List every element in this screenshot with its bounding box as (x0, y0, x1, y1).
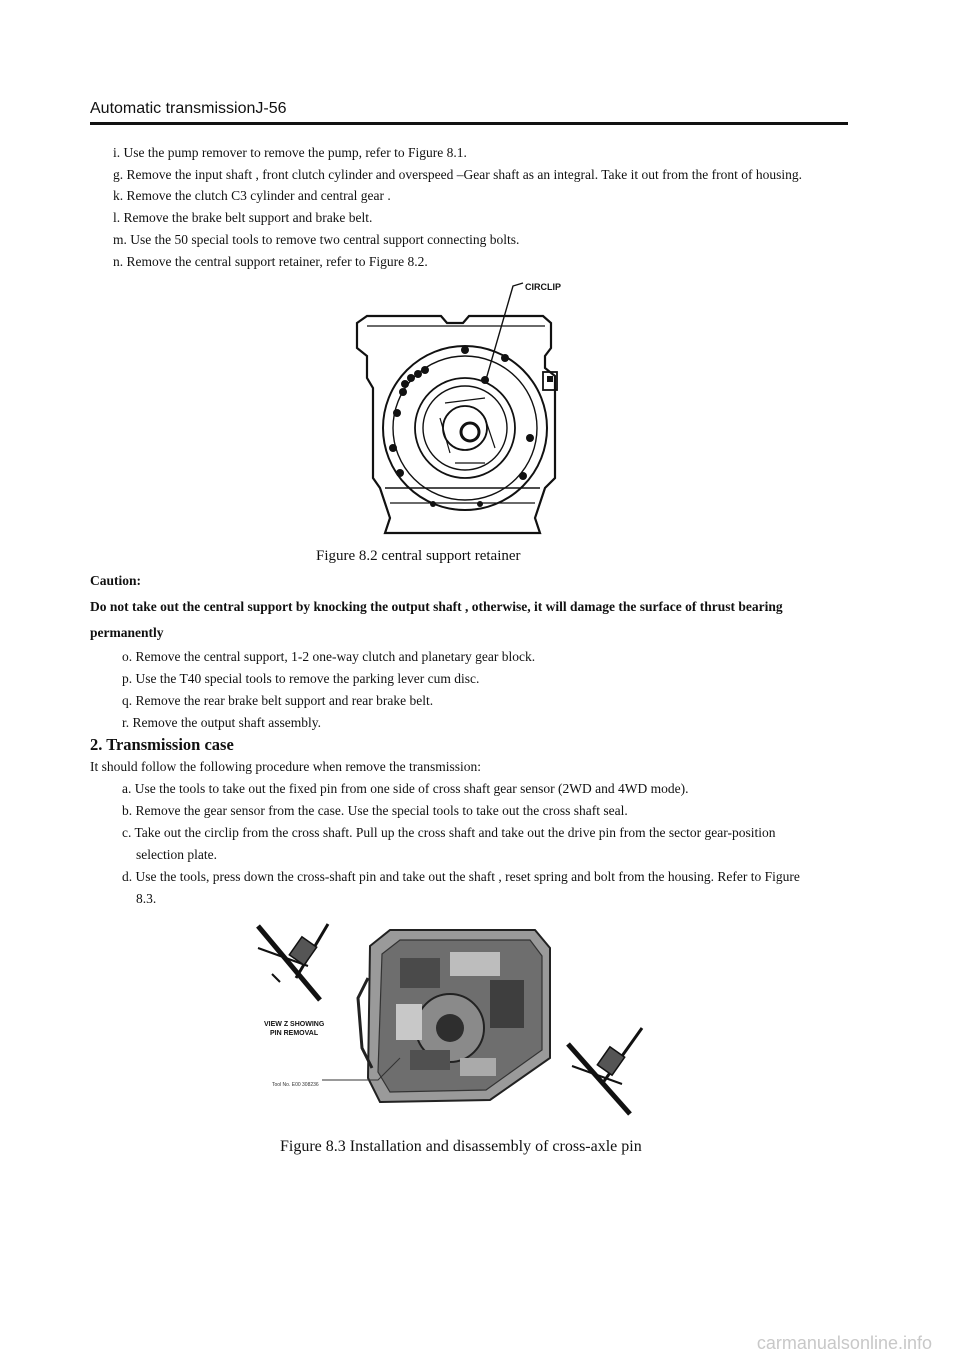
step-o: o. Remove the central support, 1-2 one-way clutch and planetary gear block. (122, 649, 536, 664)
step-b: b. Remove the gear sensor from the case. Use the special tools to take out the cross shaft seal. (122, 803, 628, 818)
step-d: d. Use the tools, press down the cross-shaft pin and take out the shaft , reset spring and bolt from the housing. Refer to Figure (122, 869, 800, 884)
step-d-cont: 8.3. (136, 891, 157, 906)
step-p: p. Use the T40 special tools to remove the parking lever cum disc. (122, 671, 480, 686)
figure-8-3-caption: Figure 8.3 Installation and disassembly of cross-axle pin (280, 1138, 642, 1155)
pin-removal-label: PIN REMOVAL (270, 1030, 319, 1037)
tool-number-label: Tool No. E00 308236 (272, 1082, 319, 1088)
step-l: l. Remove the brake belt support and brake belt. (113, 210, 373, 225)
figure-8-2-caption: Figure 8.2 central support retainer (316, 548, 521, 564)
step-r: r. Remove the output shaft assembly. (122, 715, 321, 730)
step-i: i. Use the pump remover to remove the pump, refer to Figure 8.1. (113, 145, 467, 160)
step-c: c. Take out the circlip from the cross shaft. Pull up the cross shaft and take out the drive pin from the sector gear-position (122, 825, 776, 840)
step-g: g. Remove the input shaft , front clutch cylinder and overspeed –Gear shaft as an integral. Take it out from the front of housing. (113, 167, 802, 182)
step-m: m. Use the 50 special tools to remove two central support connecting bolts. (113, 232, 520, 247)
caution-text: Do not take out the central support by knocking the output shaft , otherwise, it will damage the surface of thrust bearing (90, 599, 783, 614)
figure-8-3-cross-axle-pin-photo (250, 918, 650, 1118)
step-k: k. Remove the clutch C3 cylinder and central gear . (113, 188, 391, 203)
figure-8-2-central-support-diagram (345, 278, 595, 540)
caution-title: Caution: (90, 573, 142, 588)
step-n: n. Remove the central support retainer, refer to Figure 8.2. (113, 254, 428, 269)
watermark: carmanualsonline.info (756, 1333, 932, 1353)
step-c-cont: selection plate. (136, 847, 217, 862)
section-intro: It should follow the following procedure when remove the transmission: (90, 759, 482, 774)
step-q: q. Remove the rear brake belt support and rear brake belt. (122, 693, 434, 708)
header-title: Automatic transmissionJ-56 (90, 100, 287, 117)
page-header (90, 102, 848, 125)
step-a: a. Use the tools to take out the fixed pin from one side of cross shaft gear sensor (2WD and 4WD mode). (122, 781, 689, 796)
section-heading: 2. Transmission case (90, 735, 234, 754)
caution-text-cont: permanently (90, 625, 164, 640)
circlip-label: CIRCLIP (525, 282, 561, 292)
view-z-label: VIEW Z SHOWING (264, 1021, 325, 1028)
